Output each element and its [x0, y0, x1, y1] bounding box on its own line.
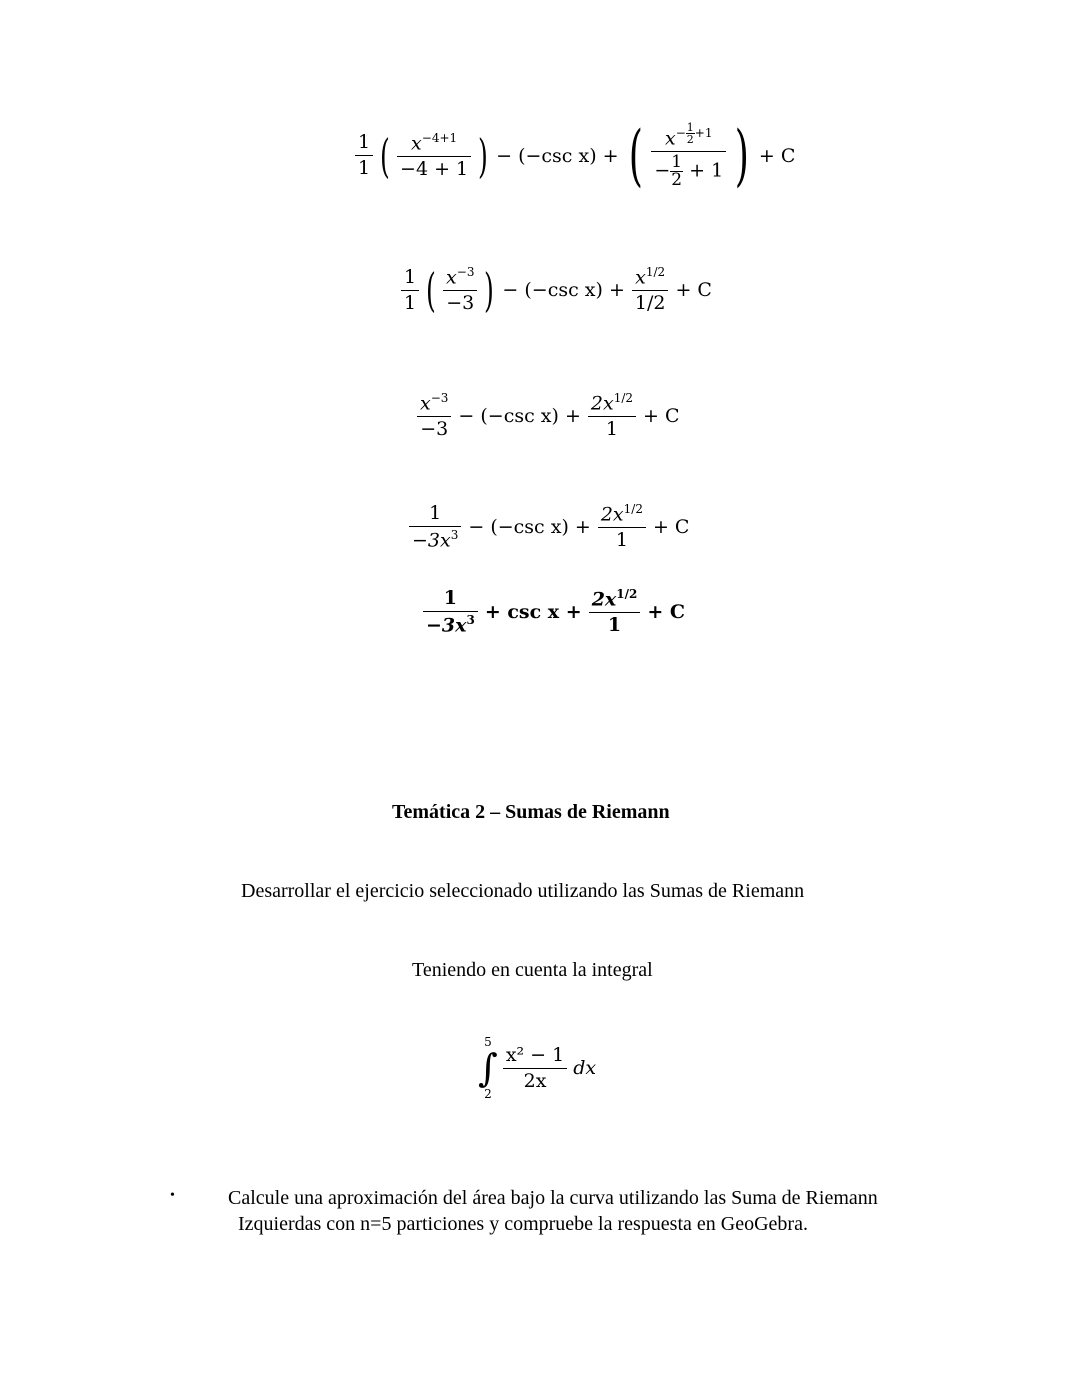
middle-term: − (−csc x) +	[502, 279, 625, 302]
constant: + C	[643, 405, 680, 428]
numerator: 1	[423, 588, 478, 612]
fraction	[409, 503, 461, 551]
exponent: −3	[430, 391, 449, 405]
numerator: 1	[686, 121, 694, 134]
base: x	[411, 131, 422, 154]
exponent: 1/2	[613, 391, 633, 405]
exponent: 3	[450, 527, 459, 542]
base: x	[665, 127, 676, 150]
denominator: −3	[446, 292, 475, 315]
exponent: −3	[456, 265, 475, 279]
constant: + C	[675, 279, 712, 302]
exponent: 3	[466, 612, 475, 627]
denominator: 1	[404, 291, 417, 314]
numerator: 1	[355, 132, 373, 156]
equation-step-1	[352, 116, 799, 194]
exponent: −4+1	[421, 130, 458, 145]
sign: −	[654, 159, 671, 182]
fraction	[423, 588, 478, 636]
denominator	[651, 152, 726, 189]
task-line-1: Calcule una aproximación del área bajo la curva utilizando las Suma de Riemann	[228, 1187, 878, 1209]
right-paren: )	[734, 116, 750, 194]
base: 2x	[591, 588, 617, 611]
integral-limits	[478, 1036, 498, 1100]
right-paren: )	[484, 263, 495, 318]
denominator: 2	[686, 133, 694, 146]
numerator: 1	[409, 503, 461, 527]
denominator: 1/2	[634, 292, 666, 315]
task-line-2: Izquierdas con n=5 particiones y compruebe la respuesta en GeoGebra.	[238, 1213, 808, 1235]
base: 2x	[600, 503, 624, 526]
numerator	[417, 392, 451, 417]
numerator	[588, 392, 636, 417]
lower-limit: 2	[484, 1087, 492, 1101]
numerator	[632, 266, 669, 291]
middle-term: − (−csc x) +	[496, 144, 619, 167]
section-heading: Temática 2 – Sumas de Riemann	[392, 801, 670, 823]
numerator	[589, 588, 641, 613]
equation-step-2	[398, 263, 716, 318]
left-paren: (	[426, 263, 437, 318]
fraction	[397, 132, 471, 180]
exponent: 1/2	[616, 587, 638, 601]
denominator: −4 + 1	[400, 157, 469, 180]
numerator	[598, 503, 646, 528]
middle-term: + csc x +	[484, 601, 582, 624]
bullet-icon: •	[170, 1188, 175, 1203]
den-fraction	[670, 154, 683, 189]
fraction	[632, 266, 669, 314]
denominator: 1	[358, 157, 371, 180]
integral-sign: ∫	[478, 1046, 498, 1090]
exponent	[675, 121, 713, 146]
numerator: 1	[401, 267, 419, 291]
fraction	[589, 588, 641, 636]
left-paren: (	[628, 116, 643, 194]
upper-limit: 5	[484, 1035, 492, 1049]
exponent: 1/2	[645, 265, 666, 279]
base: x	[420, 392, 431, 415]
fraction	[401, 267, 419, 314]
den-tail: + 1	[689, 159, 724, 182]
numerator	[397, 132, 471, 157]
middle-term: − (−csc x) +	[468, 516, 591, 539]
constant: + C	[758, 144, 796, 167]
denominator: 2	[671, 170, 683, 191]
denominator: 2x	[523, 1069, 547, 1092]
left-paren: (	[380, 128, 391, 183]
integrand-fraction	[503, 1045, 567, 1092]
constant: + C	[652, 516, 690, 539]
fraction	[355, 132, 373, 179]
denominator: −3	[420, 418, 449, 441]
middle-term: − (−csc x) +	[458, 405, 581, 428]
base: x	[635, 266, 646, 289]
base: −3x	[426, 614, 467, 637]
numerator	[651, 122, 726, 152]
differential: dx	[573, 1057, 597, 1079]
exponent-tail: +1	[694, 126, 713, 140]
base: 2x	[590, 392, 614, 415]
intro-text: Teniendo en cuenta la integral	[412, 959, 653, 981]
denominator: 1	[607, 614, 622, 637]
base: −3x	[412, 529, 451, 552]
denominator	[423, 612, 478, 636]
equation-step-3	[414, 392, 684, 440]
fraction	[651, 122, 726, 189]
exponent: 1/2	[623, 502, 643, 516]
fraction	[598, 503, 646, 551]
denominator: 1	[615, 529, 628, 552]
denominator: 1	[605, 418, 618, 441]
instruction-text: Desarrollar el ejercicio seleccionado utilizando las Sumas de Riemann	[241, 880, 805, 902]
numerator: 1	[671, 152, 683, 173]
denominator	[409, 527, 461, 551]
numerator	[443, 266, 477, 291]
numerator: x² − 1	[503, 1045, 567, 1069]
fraction	[588, 392, 636, 440]
equation-step-4	[406, 503, 693, 551]
base: x	[446, 266, 457, 289]
exponent-fraction	[686, 122, 695, 145]
constant: + C	[647, 601, 686, 624]
fraction	[417, 392, 451, 440]
right-paren: )	[478, 128, 489, 183]
sign: −	[675, 126, 686, 140]
definite-integral	[478, 1036, 596, 1100]
equation-step-5	[420, 588, 689, 636]
fraction	[443, 266, 477, 314]
